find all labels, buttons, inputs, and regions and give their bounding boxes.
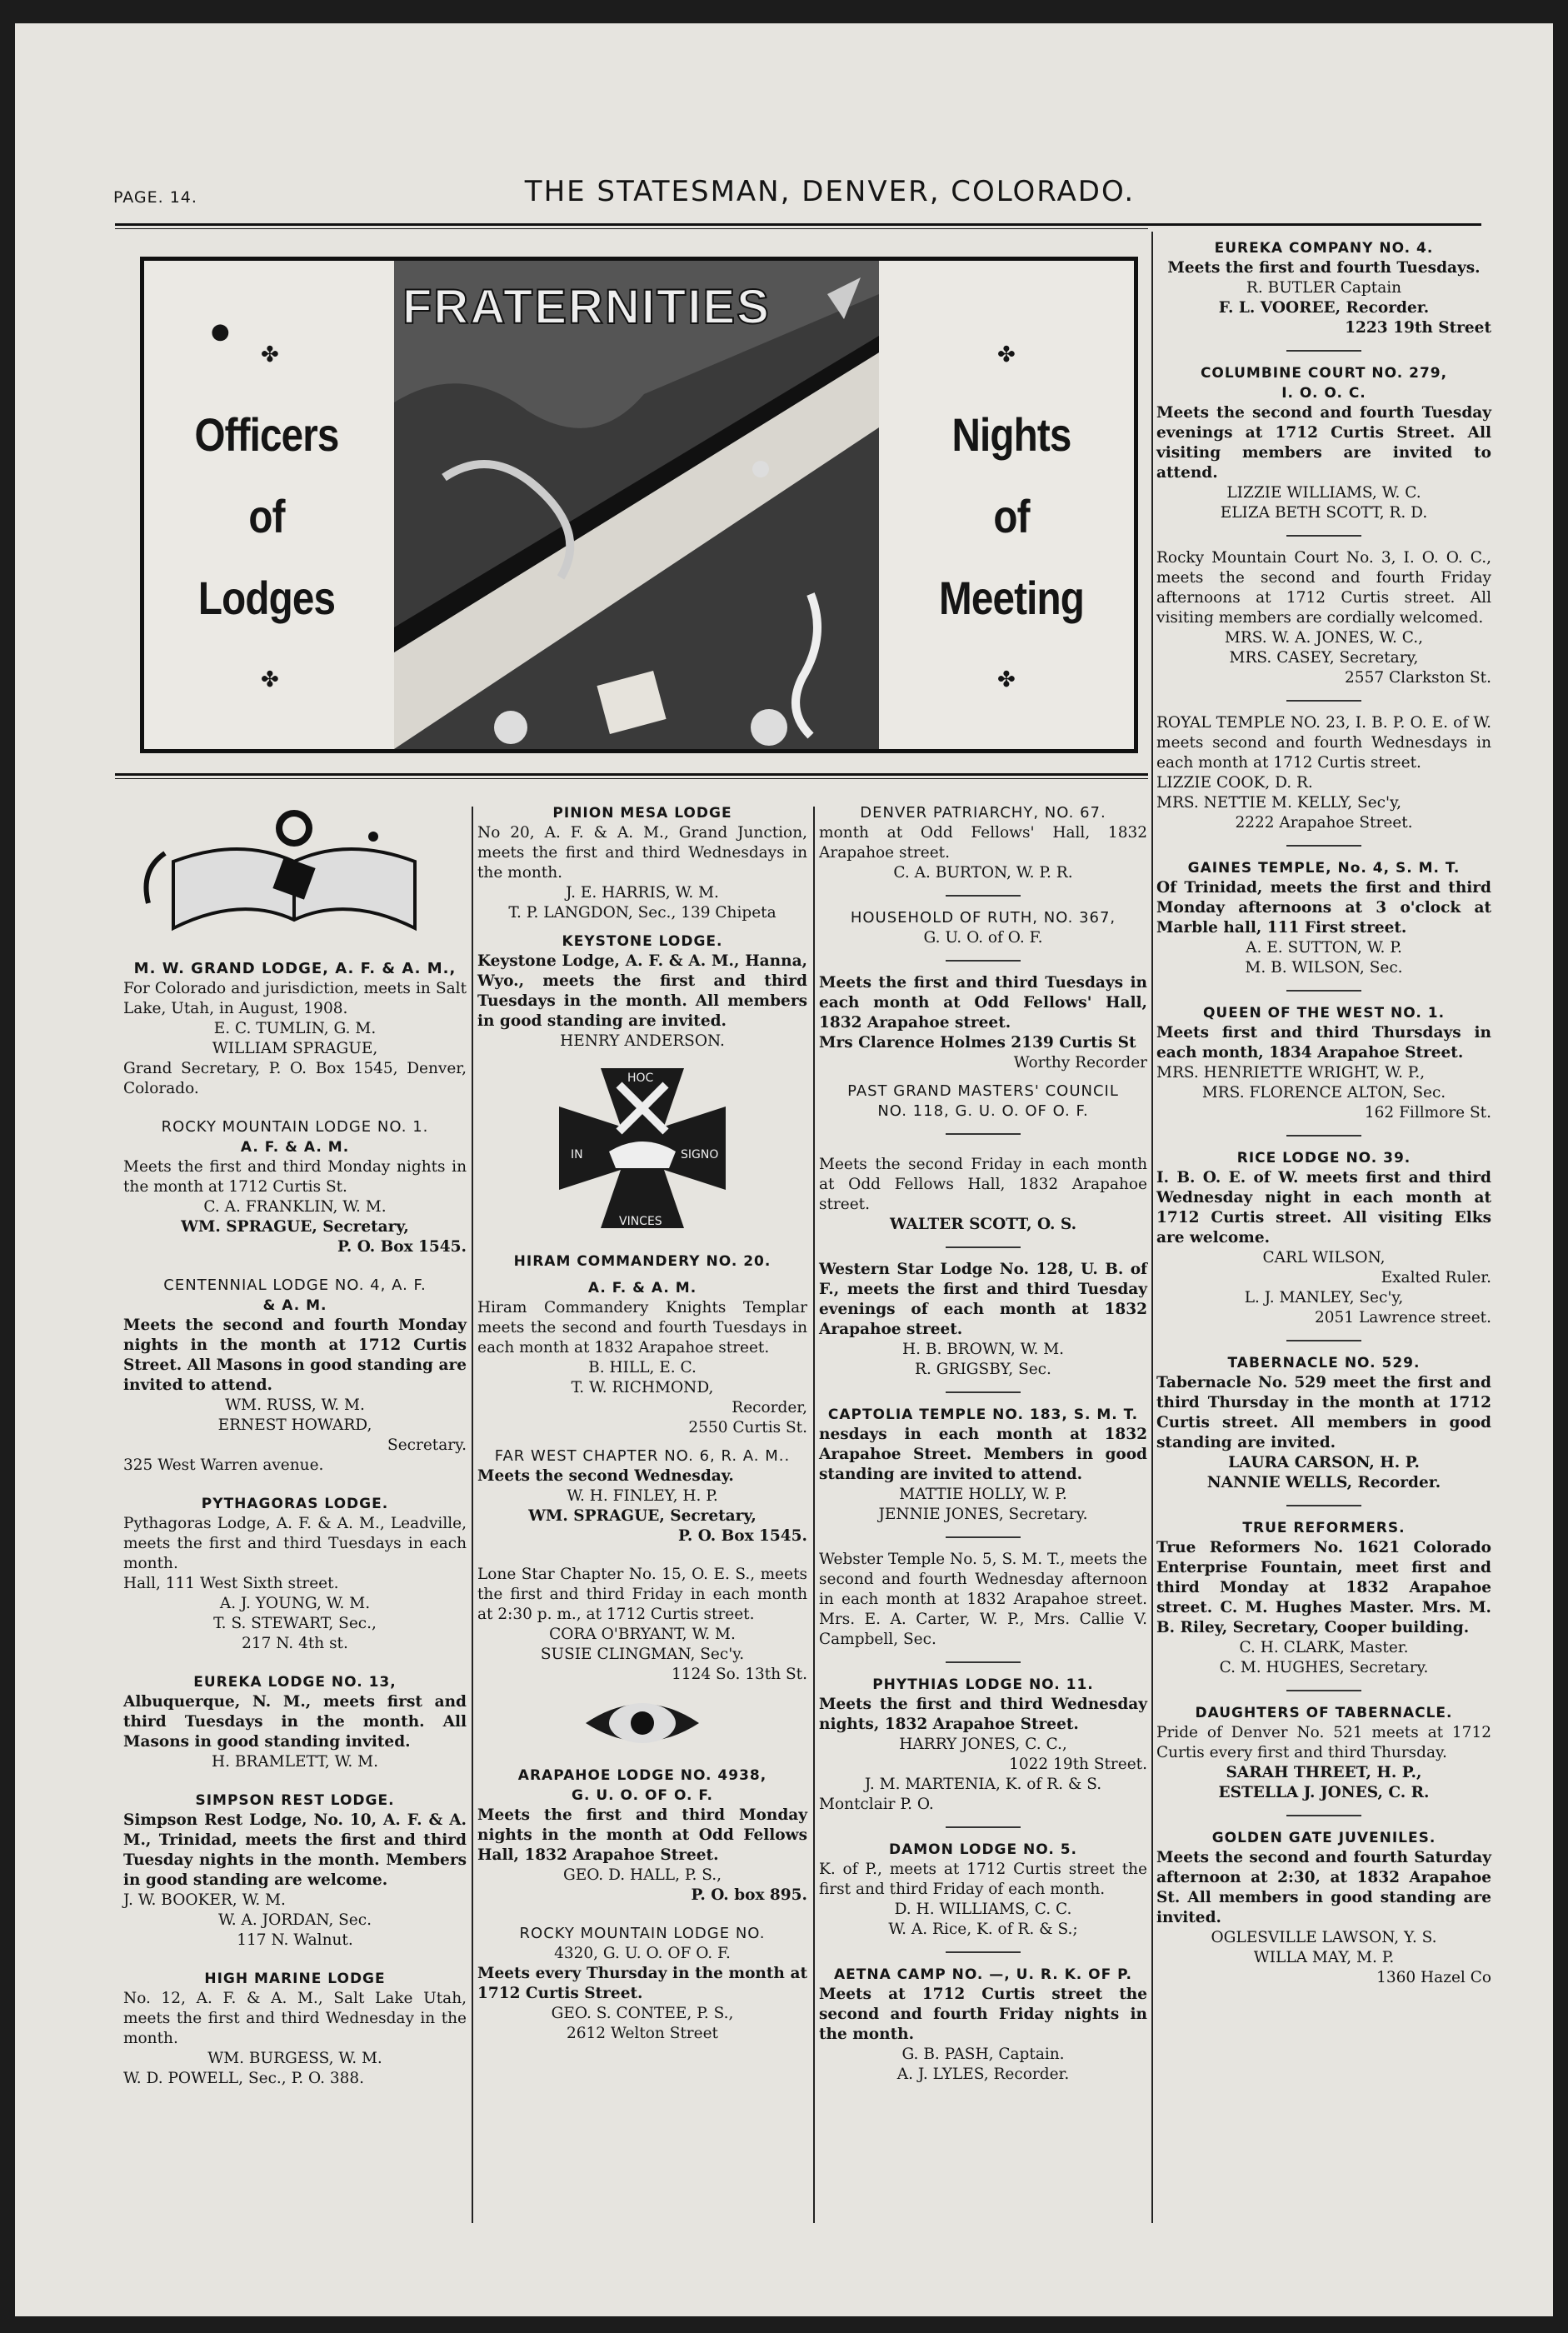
- divider: [1286, 1815, 1361, 1816]
- section-body: Meets the first and third Monday nights in the month at 1712 Curtis St.: [123, 1158, 467, 1196]
- fraternities-banner: [140, 257, 1138, 753]
- section-body: Meets the second Friday in each month at Odd Fellows Hall, 1832 Arapahoe street.: [819, 1156, 1147, 1213]
- section-heading: HIRAM COMMANDERY NO. 20.: [513, 1253, 772, 1270]
- divider: [946, 1246, 1021, 1248]
- banner-word: Meeting: [939, 572, 1084, 624]
- section-heading: PYTHAGORAS LODGE.: [201, 1496, 389, 1512]
- ornament-icon: ✤: [261, 342, 279, 367]
- officer-name: T. W. RICHMOND,: [571, 1379, 714, 1396]
- illustration-title: FRATERNITIES: [402, 280, 771, 334]
- officer-name: WILLIAM SPRAGUE,: [212, 1040, 378, 1057]
- banner-right-panel: [889, 261, 1134, 749]
- divider: [946, 1661, 1021, 1663]
- officer-name: Mrs Clarence Holmes 2139 Curtis St: [819, 1034, 1136, 1052]
- officer-address: 2222 Arapahoe Street.: [1235, 814, 1413, 832]
- officer-name: ESTELLA J. JONES, C. R.: [1218, 1784, 1430, 1801]
- section-body: Tabernacle No. 529 meet the first and third Thursday in the month at 1712 Curtis street. All members in good standing are invited.: [1156, 1374, 1491, 1451]
- officer-name: H. BRAMLETT, W. M.: [212, 1753, 378, 1771]
- section-heading: FAR WEST CHAPTER NO. 6, R. A. M..: [494, 1447, 791, 1465]
- officer-address: P. O. Box 1545.: [337, 1238, 467, 1256]
- banner-rule: [115, 773, 1148, 776]
- officer-name: LAURA CARSON, H. P.: [1228, 1454, 1420, 1471]
- officer-title: Worthy Recorder: [1013, 1054, 1147, 1072]
- section-body: Webster Temple No. 5, S. M. T., meets the second and fourth Wednesday afternoon in each month at 1832 Arapahoe street. Mrs. E. A. Carter, W. P., Mrs. Callie V. Campbell, Sec.: [819, 1551, 1147, 1648]
- column-4: [1156, 238, 1491, 1988]
- officer-name: A. J. LYLES, Recorder.: [896, 2066, 1070, 2083]
- page-header: [113, 157, 1480, 207]
- section-body: nesdays in each month at 1832 Arapahoe Street. Members in good standing are invited to attend.: [819, 1426, 1147, 1483]
- section-heading: PHYTHIAS LODGE NO. 11.: [872, 1676, 1094, 1693]
- banner-left-panel: [144, 261, 389, 749]
- section-subheading: & A. M.: [262, 1297, 327, 1314]
- officer-name: GEO. D. HALL, P. S.,: [562, 1866, 722, 1884]
- officer-name: E. C. TUMLIN, G. M.: [213, 1020, 377, 1037]
- section-body: Meets the second and fourth Monday nights in the month at 1712 Curtis Street. All Masons in good standing are invited to attend.: [123, 1316, 467, 1394]
- divider: [946, 1391, 1021, 1393]
- officer-address: 217 N. 4th st.: [242, 1635, 348, 1652]
- section-body: Meets the first and third Tuesdays in each month at Odd Fellows' Hall, 1832 Arapahoe street.: [819, 974, 1147, 1032]
- officer-name: CORA O'BRYANT, W. M.: [549, 1626, 736, 1643]
- section-heading: EUREKA LODGE NO. 13,: [193, 1674, 397, 1691]
- officer-name: F. L. VOOREE, Recorder.: [1218, 299, 1430, 317]
- section-heading: DAUGHTERS OF TABERNACLE.: [1195, 1705, 1453, 1721]
- officer-name: C. A. BURTON, W. P. R.: [893, 864, 1073, 882]
- officer-address: 1360 Hazel Co: [1376, 1969, 1491, 1986]
- section-body: Pythagoras Lodge, A. F. & A. M., Leadville, meets the first and third Tuesdays in each month.: [123, 1515, 467, 1572]
- section-body: For Colorado and jurisdiction, meets in Salt Lake, Utah, in August, 1908.: [123, 980, 467, 1017]
- officer-title: Recorder,: [732, 1399, 807, 1416]
- emblem-text: IN: [571, 1148, 583, 1162]
- officer-name: CARL WILSON,: [1262, 1249, 1386, 1266]
- section-subheading: 4320, G. U. O. OF O. F.: [554, 1945, 731, 1962]
- section-body: Meets the second Wednesday.: [477, 1467, 734, 1485]
- officer-title: Secretary.: [387, 1436, 467, 1454]
- section-subheading: A. F. & A. M.: [587, 1280, 697, 1296]
- officer-name: J. E. HARRIS, W. M.: [566, 884, 719, 902]
- officer-name: HARRY JONES, C. C.,: [899, 1736, 1067, 1753]
- officer-name: JENNIE JONES, Secretary.: [878, 1506, 1088, 1523]
- officer-name: L. J. MANLEY, Sec'y,: [1244, 1289, 1404, 1306]
- divider: [1286, 990, 1361, 992]
- officer-name: HENRY ANDERSON.: [560, 1032, 725, 1050]
- section-subheading: G. U. O. of O. F.: [923, 929, 1043, 947]
- column-2: [477, 803, 807, 2044]
- section-body: Western Star Lodge No. 128, U. B. of F., meets the first and third Tuesday evenings of each month at 1832 Arapahoe street.: [819, 1261, 1147, 1338]
- section-body: Hall, 111 West Sixth street.: [123, 1575, 339, 1592]
- header-rule: [115, 223, 1481, 226]
- officer-name: MRS. CASEY, Secretary,: [1229, 649, 1419, 667]
- officer-name: LIZZIE COOK, D. R.: [1156, 774, 1313, 792]
- divider: [1286, 350, 1361, 352]
- section-body: Lone Star Chapter No. 15, O. E. S., meets the first and third Friday in each month at 2:30 p. m., at 1712 Curtis street.: [477, 1566, 807, 1623]
- officer-name: MRS. HENRIETTE WRIGHT, W. P.,: [1156, 1064, 1426, 1082]
- section-heading: CENTENNIAL LODGE NO. 4, A. F.: [163, 1276, 427, 1294]
- divider: [1286, 535, 1361, 537]
- newspaper-page: [15, 23, 1553, 2316]
- section-body: No 20, A. F. & A. M., Grand Junction, meets the first and third Wednesdays in the month.: [477, 824, 807, 882]
- section-body: Pride of Denver No. 521 meets at 1712 Curtis every first and third Thursday.: [1156, 1724, 1491, 1761]
- section-heading: KEYSTONE LODGE.: [562, 933, 723, 950]
- officer-address: Montclair P. O.: [819, 1796, 934, 1813]
- ornament-icon: ✤: [997, 342, 1016, 367]
- section-body: Hiram Commandery Knights Templar meets the second and fourth Tuesdays in each month at 1832 Arapahoe street.: [477, 1299, 807, 1356]
- officer-address: P. O. Box 1545.: [677, 1527, 807, 1545]
- divider: [946, 1133, 1021, 1135]
- banner-word: of: [248, 490, 285, 542]
- section-heading: QUEEN OF THE WEST NO. 1.: [1202, 1005, 1446, 1022]
- banner-word: Nights: [951, 408, 1071, 461]
- section-heading: COLUMBINE COURT NO. 279,: [1200, 365, 1448, 382]
- divider: [1286, 1135, 1361, 1137]
- officer-name: GEO. S. CONTEE, P. S.,: [551, 2005, 734, 2022]
- officer-name: Grand Secretary, P. O. Box 1545, Denver, Colorado.: [123, 1060, 467, 1097]
- officer-address: 2550 Curtis St.: [688, 1419, 807, 1436]
- ornament-icon: ✤: [997, 667, 1016, 692]
- officer-name: D. H. WILLIAMS, C. C.: [894, 1901, 1072, 1918]
- section-body: month at Odd Fellows' Hall, 1832 Arapahoe street.: [819, 824, 1147, 862]
- officer-name: WM. SPRAGUE, Secretary,: [528, 1507, 757, 1525]
- section-heading: GAINES TEMPLE, No. 4, S. M. T.: [1187, 860, 1461, 877]
- officer-name: MATTIE HOLLY, W. P.: [899, 1486, 1067, 1503]
- officer-name: MRS. FLORENCE ALTON, Sec.: [1201, 1084, 1446, 1102]
- section-heading: PINION MESA LODGE: [552, 805, 732, 822]
- section-body: Meets at 1712 Curtis street the second and fourth Friday nights in the month.: [819, 1986, 1147, 2043]
- column-rule: [813, 807, 815, 2223]
- officer-address: 1022 19th Street.: [1009, 1756, 1147, 1773]
- section-body: Meets the first and third Monday nights in the month at Odd Fellows Hall, 1832 Arapahoe Street.: [477, 1806, 807, 1864]
- officer-name: G. B. PASH, Captain.: [901, 2046, 1065, 2063]
- officer-name: WM. SPRAGUE, Secretary,: [181, 1218, 409, 1236]
- officer-name: W. A. Rice, K. of R. & S.;: [888, 1921, 1078, 1938]
- section-body: No. 12, A. F. & A. M., Salt Lake Utah, meets the first and third Wednesday in the month.: [123, 1990, 467, 2047]
- officer-name: J. W. BOOKER, W. M.: [123, 1891, 286, 1909]
- officer-title: Exalted Ruler.: [1381, 1269, 1491, 1286]
- templar-cross-icon: [477, 1052, 807, 1251]
- section-heading: ROCKY MOUNTAIN LODGE NO.: [519, 1925, 766, 1942]
- open-book-icon: [123, 803, 467, 953]
- section-heading: M. W. GRAND LODGE, A. F. & A. M.,: [133, 960, 457, 977]
- officer-name: MRS. NETTIE M. KELLY, Sec'y,: [1156, 794, 1402, 812]
- section-heading: ARAPAHOE LODGE NO. 4938,: [517, 1767, 767, 1784]
- banner-word: Officers: [194, 408, 339, 461]
- ornament-icon: ●: [211, 319, 230, 344]
- section-heading: AETNA CAMP NO. —, U. R. K. OF P.: [834, 1966, 1132, 1983]
- emblem-text: VINCES: [619, 1215, 662, 1228]
- officer-name: WALTER SCOTT, O. S.: [889, 1216, 1077, 1233]
- officer-name: M. B. WILSON, Sec.: [1245, 959, 1403, 977]
- ornament-icon: ✤: [261, 667, 279, 692]
- section-subheading: I. O. O. C.: [1281, 385, 1366, 402]
- emblem-text: HOC: [627, 1072, 654, 1085]
- section-body: K. of P., meets at 1712 Curtis street the first and third Friday of each month.: [819, 1861, 1147, 1898]
- officer-name: WM. RUSS, W. M.: [225, 1396, 365, 1414]
- officer-name: WILLA MAY, M. P.: [1253, 1949, 1395, 1966]
- column-3: [819, 803, 1147, 2085]
- section-heading: PAST GRAND MASTERS' COUNCIL: [847, 1082, 1119, 1100]
- officer-name: A. E. SUTTON, W. P.: [1246, 939, 1402, 957]
- masthead-title: THE STATESMAN, DENVER, COLORADO.: [524, 175, 1136, 208]
- section-heading: HOUSEHOLD OF RUTH, NO. 367,: [850, 909, 1116, 927]
- section-body: Meets first and third Thursdays in each month, 1834 Arapahoe Street.: [1156, 1024, 1491, 1062]
- section-body: True Reformers No. 1621 Colorado Enterprise Fountain, meet first and third Monday at 1832 Arapahoe street. C. M. Hughes Master. Mrs. M. B. Riley, Secretary, Cooper building.: [1156, 1539, 1491, 1636]
- section-heading: TRUE REFORMERS.: [1242, 1520, 1406, 1536]
- column-rule: [1151, 232, 1153, 2223]
- officer-name: NANNIE WELLS, Recorder.: [1206, 1474, 1441, 1491]
- officer-name: J. M. MARTENIA, K. of R. & S.: [864, 1776, 1102, 1793]
- section-body: Meets the first and third Wednesday nights, 1832 Arapahoe Street.: [819, 1696, 1147, 1733]
- officer-name: LIZZIE WILLIAMS, W. C.: [1226, 484, 1421, 502]
- section-body: I. B. O. E. of W. meets first and third Wednesday night in each month at 1712 Curtis street. All visiting Elks are welcome.: [1156, 1169, 1491, 1246]
- page-number: PAGE. 14.: [113, 188, 197, 207]
- officer-name: H. B. BROWN, W. M.: [901, 1341, 1065, 1358]
- emblem-text: SIGNO: [681, 1148, 719, 1162]
- banner-rule-thin: [115, 778, 1148, 779]
- officer-name: R. BUTLER Captain: [1246, 279, 1402, 297]
- officer-address: 2612 Welton Street: [567, 2025, 718, 2042]
- officer-name: W. A. JORDAN, Sec.: [218, 1911, 372, 1929]
- officer-name: C. H. CLARK, Master.: [1239, 1639, 1409, 1656]
- banner-word: Lodges: [197, 572, 336, 624]
- officer-name: R. GRIGSBY, Sec.: [915, 1361, 1051, 1378]
- officer-address: P. O. box 895.: [691, 1886, 807, 1904]
- section-body: Simpson Rest Lodge, No. 10, A. F. & A. M., Trinidad, meets the first and third Tuesday nights in the month. Members in good standing are welcome.: [123, 1811, 467, 1889]
- officer-address: 162 Fillmore St.: [1364, 1104, 1491, 1122]
- header-rule-thin: [115, 228, 1148, 229]
- divider: [946, 1826, 1021, 1828]
- officer-name: WM. BURGESS, W. M.: [207, 2050, 382, 2067]
- divider: [946, 1536, 1021, 1538]
- officer-name: W. H. FINLEY, H. P.: [567, 1487, 718, 1505]
- section-body: Meets the second and fourth Saturday afternoon at 2:30, at 1832 Arapahoe St. All members in good standing are invited.: [1156, 1849, 1491, 1926]
- officer-address: 1124 So. 13th St.: [672, 1666, 807, 1683]
- officer-address: 2557 Clarkston St.: [1345, 669, 1491, 687]
- officer-address: 2051 Lawrence street.: [1315, 1309, 1491, 1326]
- officer-address: 325 West Warren avenue.: [123, 1456, 324, 1474]
- officer-name: T. P. LANGDON, Sec., 139 Chipeta: [508, 904, 777, 922]
- officer-name: W. D. POWELL, Sec., P. O. 388.: [123, 2070, 365, 2087]
- officer-address: 1223 19th Street: [1345, 319, 1491, 337]
- section-heading: HIGH MARINE LODGE: [204, 1971, 386, 1987]
- section-heading: GOLDEN GATE JUVENILES.: [1211, 1830, 1436, 1846]
- section-heading: ROCKY MOUNTAIN LODGE NO. 1.: [161, 1118, 429, 1136]
- section-subheading: NO. 118, G. U. O. OF O. F.: [877, 1102, 1089, 1120]
- section-heading: TABERNACLE NO. 529.: [1227, 1355, 1421, 1371]
- officer-name: ELIZA BETH SCOTT, R. D.: [1220, 504, 1428, 522]
- divider: [1286, 1505, 1361, 1506]
- section-body: Keystone Lodge, A. F. & A. M., Hanna, Wyo., meets the first and third Tuesdays in the month. All members in good standing are invited.: [477, 952, 807, 1030]
- all-seeing-eye-icon: [477, 1685, 807, 1760]
- section-heading: RICE LODGE NO. 39.: [1236, 1150, 1411, 1166]
- divider: [1286, 845, 1361, 847]
- section-subheading: A. F. & A. M.: [240, 1139, 350, 1156]
- section-heading: DAMON LODGE NO. 5.: [888, 1841, 1078, 1858]
- banner-word: of: [993, 490, 1030, 542]
- section-heading: EUREKA COMPANY NO. 4.: [1214, 240, 1434, 257]
- section-heading: DENVER PATRIARCHY, NO. 67.: [860, 804, 1106, 822]
- section-heading: SIMPSON REST LODGE.: [195, 1792, 395, 1809]
- officer-name: SUSIE CLINGMAN, Sec'y.: [540, 1646, 745, 1663]
- section-heading: CAPTOLIA TEMPLE NO. 183, S. M. T.: [827, 1406, 1139, 1423]
- officer-name: T. S. STEWART, Sec.,: [213, 1615, 377, 1632]
- section-body: Rocky Mountain Court No. 3, I. O. O. C., meets the second and fourth Friday afternoons at 1712 Curtis street. All visiting members are cordially welcomed.: [1156, 549, 1491, 627]
- officer-name: C. A. FRANKLIN, W. M.: [203, 1198, 387, 1216]
- officer-name: MRS. W. A. JONES, W. C.,: [1224, 629, 1424, 647]
- column-1: [123, 803, 467, 2089]
- officer-name: SARAH THREET, H. P.,: [1226, 1764, 1422, 1781]
- officer-name: C. M. HUGHES, Secretary.: [1219, 1659, 1429, 1676]
- section-body: Albuquerque, N. M., meets first and third Tuesdays in the month. All Masons in good standing invited.: [123, 1693, 467, 1751]
- divider: [1286, 700, 1361, 702]
- section-body: Of Trinidad, meets the first and third Monday afternoons at 3 o'clock at Marble hall, 111 First street.: [1156, 879, 1491, 937]
- divider: [1286, 1690, 1361, 1691]
- officer-name: A. J. YOUNG, W. M.: [219, 1595, 371, 1612]
- section-body: Meets every Thursday in the month at 1712 Curtis Street.: [477, 1965, 807, 2002]
- section-body: Meets the second and fourth Tuesday evenings at 1712 Curtis Street. All visiting members are invited to attend.: [1156, 404, 1491, 482]
- divider: [946, 1951, 1021, 1953]
- officer-address: 117 N. Walnut.: [237, 1931, 353, 1949]
- divider: [946, 895, 1021, 897]
- officer-name: B. HILL, E. C.: [588, 1359, 697, 1376]
- officer-name: ERNEST HOWARD,: [217, 1416, 372, 1434]
- divider: [946, 960, 1021, 962]
- section-subheading: G. U. O. OF O. F.: [572, 1787, 713, 1804]
- fraternities-illustration: [394, 261, 879, 749]
- column-rule: [472, 807, 473, 2223]
- section-body: Meets the first and fourth Tuesdays.: [1167, 259, 1481, 277]
- section-body: ROYAL TEMPLE NO. 23, I. B. P. O. E. of W. meets second and fourth Wednesdays in each month at 1712 Curtis street.: [1156, 714, 1491, 772]
- officer-name: OGLESVILLE LAWSON, Y. S.: [1211, 1929, 1437, 1946]
- divider: [1286, 1340, 1361, 1341]
